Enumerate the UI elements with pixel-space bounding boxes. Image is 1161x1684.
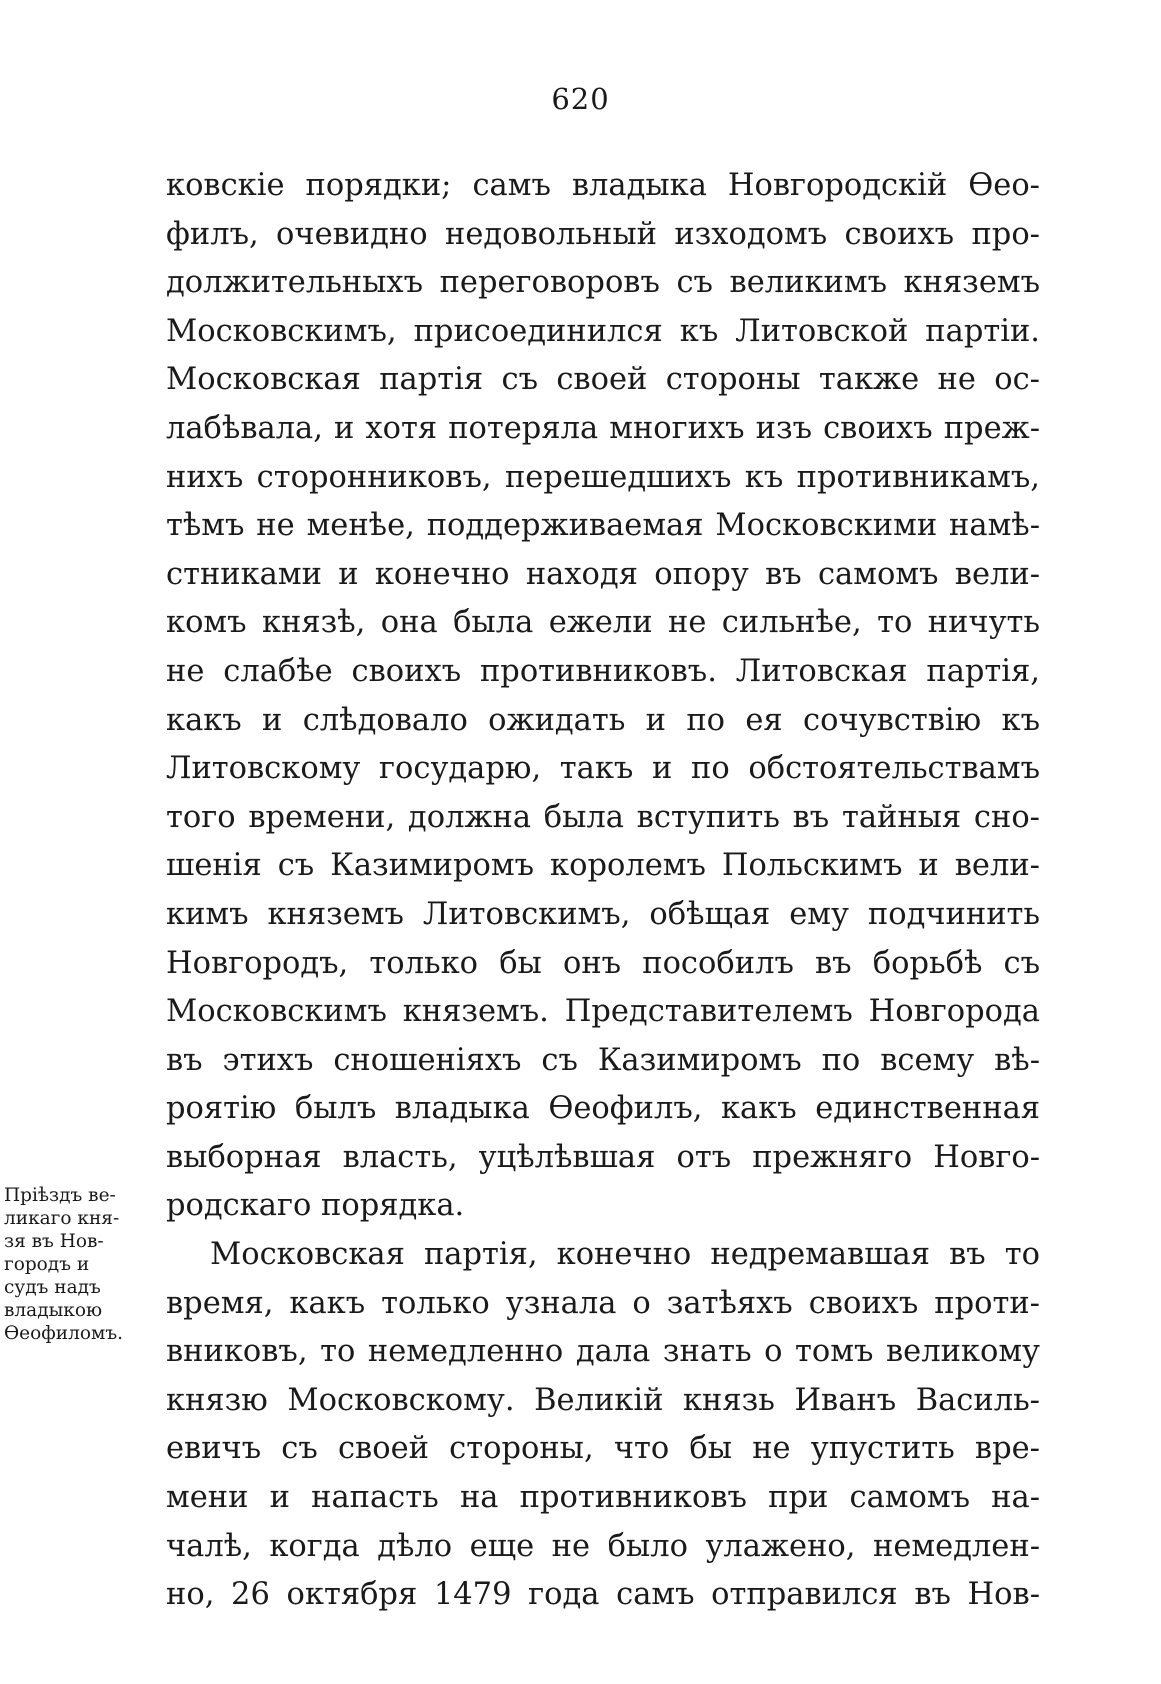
text-line: тѣмъ не менѣе, поддерживаемая Московскими намѣ-: [166, 508, 1040, 544]
margin-note-line: Ѳеофиломъ.: [4, 1323, 123, 1344]
margin-note-line: Пріѣздъ ве-: [4, 1185, 116, 1206]
margin-note: [4, 1184, 154, 1345]
text-line: шенія съ Казимиромъ королемъ Польскимъ и вели-: [166, 848, 1040, 884]
text-line: какъ и слѣдовало ожидать и по ея сочувствію къ: [166, 702, 1040, 738]
text-line: чалѣ, когда дѣло еще не было улажено, немедлен-: [166, 1528, 1040, 1564]
text-line: въ этихъ сношеніяхъ съ Казимиромъ по всему вѣ-: [166, 1042, 1040, 1078]
text-line: родскаго порядка.: [166, 1188, 465, 1224]
text-line: лабѣвала, и хотя потеряла многихъ изъ своихъ преж-: [166, 410, 1040, 446]
text-line: выборная власть, уцѣлѣвшая отъ прежняго Новго-: [166, 1139, 1040, 1175]
text-line: Московская партія съ своей стороны также не ос-: [166, 362, 1040, 398]
text-line: вниковъ, то немедленно дала знать о томъ великому: [166, 1334, 1040, 1370]
margin-note-line: владыкою: [4, 1300, 103, 1321]
text-line: не слабѣе своихъ противниковъ. Литовская партія,: [166, 653, 1040, 689]
text-line: евичъ съ своей стороны, что бы не упустить вре-: [166, 1431, 1040, 1467]
margin-note-line: городъ и: [4, 1254, 90, 1275]
text-line: нихъ сторонниковъ, перешедшихъ къ противникамъ,: [166, 459, 1040, 495]
text-line: должительныхъ переговоровъ съ великимъ княземъ: [166, 265, 1040, 301]
text-line: Московская партія, конечно недремавшая въ то: [210, 1237, 1040, 1273]
text-line: стниками и конечно находя опору въ самомъ вели-: [166, 556, 1040, 592]
margin-note-line: зя въ Нов-: [4, 1231, 104, 1252]
text-line: кимъ княземъ Литовскимъ, обѣщая ему подчинить: [166, 896, 1040, 932]
text-line: роятію былъ владыка Ѳеофилъ, какъ единственная: [166, 1091, 1040, 1127]
text-line: того времени, должна была вступить въ тайныя сно-: [166, 799, 1040, 835]
text-line: время, какъ только узнала о затѣяхъ своихъ проти-: [166, 1285, 1040, 1321]
main-text: [166, 162, 1040, 1620]
margin-note-line: ликаго кня-: [4, 1208, 120, 1229]
text-line: филъ, очевидно недовольный изходомъ своихъ про-: [166, 216, 1040, 252]
text-line: Московскимъ княземъ. Представителемъ Новгорода: [166, 994, 1040, 1030]
margin-note-line: судъ надъ: [4, 1277, 101, 1298]
text-line: но, 26 октября 1479 года самъ отправился въ Нов-: [166, 1577, 1040, 1613]
text-line: Московскимъ, присоединился къ Литовской партіи.: [166, 313, 1040, 349]
page-number: 620: [551, 82, 610, 116]
text-line: князю Московскому. Великій князь Иванъ Василь-: [166, 1382, 1040, 1418]
text-line: Литовскому государю, такъ и по обстоятельствамъ: [166, 751, 1040, 787]
text-line: ковскіе порядки; самъ владыка Новгородскій Ѳео-: [166, 168, 1040, 203]
text-line: Новгородъ, только бы онъ пособилъ въ борьбѣ съ: [166, 945, 1040, 981]
text-line: комъ князѣ, она была ежели не сильнѣе, то ничуть: [166, 605, 1040, 641]
text-line: мени и напасть на противниковъ при самомъ на-: [166, 1480, 1040, 1516]
